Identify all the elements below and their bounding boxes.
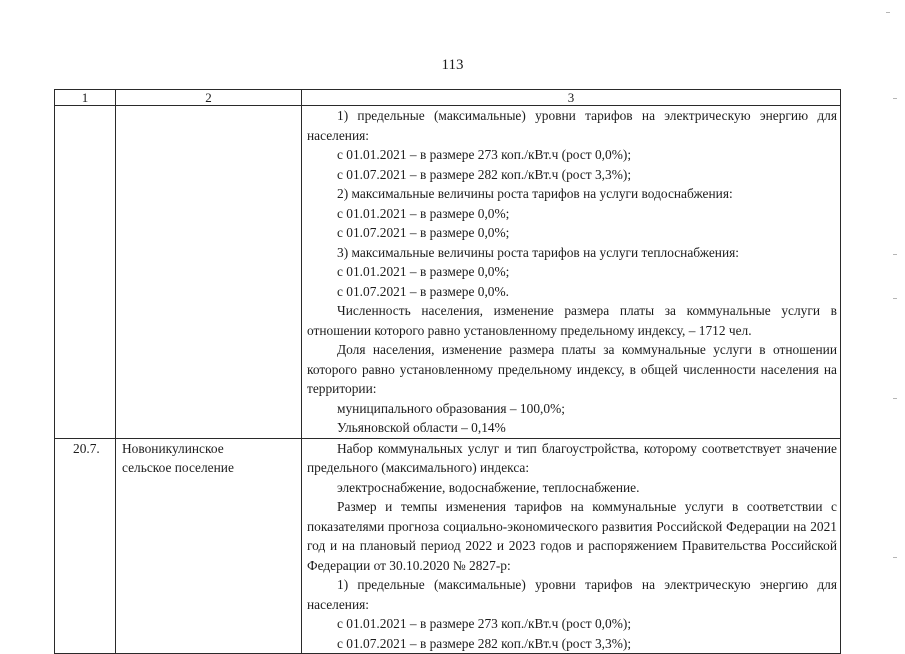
municipality-name-text: Новоникулинское сельское поселение xyxy=(122,440,234,475)
page-number: 113 xyxy=(441,57,464,73)
column-header: 3 xyxy=(302,90,841,106)
paragraph: Доля населения, изменение размера платы за коммунальные услуги в отношении которого равно установленному предельному индексу, в общей численности населения на территории: xyxy=(307,342,837,396)
scan-mark xyxy=(886,12,890,13)
paragraph: 1) предельные (максимальные) уровни тарифов на электрическую энергию для населения: xyxy=(307,108,837,143)
scan-mark xyxy=(893,298,897,299)
scan-mark xyxy=(893,98,897,99)
column-header: 2 xyxy=(116,90,302,106)
table-row xyxy=(55,106,841,439)
row-number: 20.7. xyxy=(55,438,116,654)
paragraph: муниципального образования – 100,0%; xyxy=(337,400,565,416)
tariff-description xyxy=(302,438,841,654)
paragraph: с 01.07.2021 – в размере 0,0%. xyxy=(337,283,509,299)
municipality-name xyxy=(116,106,302,439)
paragraph: 1) предельные (максимальные) уровни тарифов на электрическую энергию для населения: xyxy=(307,577,837,612)
paragraph: Ульяновской области – 0,14% xyxy=(337,420,506,435)
tariff-table xyxy=(54,89,841,654)
paragraph: с 01.01.2021 – в размере 0,0%; xyxy=(337,264,510,279)
scan-mark xyxy=(893,557,897,558)
paragraph: 2) максимальные величины роста тарифов на услуги водоснабжения: xyxy=(337,186,733,201)
paragraph: 3) максимальные величины роста тарифов на услуги теплоснабжения: xyxy=(337,244,739,260)
paragraph: с 01.07.2021 – в размере 282 коп./кВт.ч (рост 3,3%); xyxy=(337,166,632,182)
paragraph: Набор коммунальных услуг и тип благоустройства, которому соответствует значение предельного (максимального) индекса: xyxy=(307,440,837,475)
table-header-row xyxy=(55,90,841,106)
municipality-name xyxy=(116,438,302,654)
paragraph: с 01.01.2021 – в размере 0,0%; xyxy=(337,205,510,221)
paragraph: с 01.01.2021 – в размере 273 коп./кВт.ч (рост 0,0%); xyxy=(337,616,632,631)
tariff-description xyxy=(302,106,841,439)
scan-mark xyxy=(893,398,897,399)
scan-mark xyxy=(893,254,897,255)
table-row xyxy=(55,438,841,654)
paragraph: с 01.01.2021 – в размере 273 коп./кВт.ч (рост 0,0%); xyxy=(337,147,632,162)
paragraph: электроснабжение, водоснабжение, теплоснабжение. xyxy=(337,479,640,495)
paragraph: Численность населения, изменение размера платы за коммунальные услуги в отношении которого равно установленному предельному индексу, – 1712 чел. xyxy=(307,303,837,338)
row-number xyxy=(55,106,116,439)
paragraph: Размер и темпы изменения тарифов на коммунальные услуги в соответствии с показателями прогноза социально-экономического развития Российской Федерации на 2021 год и на плановый период 2022 и 2023 годов и распоряжением Правительства Российской Федерации от 30.10.2020 № 2827-р: xyxy=(307,499,837,573)
paragraph: с 01.07.2021 – в размере 282 коп./кВт.ч (рост 3,3%); xyxy=(337,635,632,651)
paragraph: с 01.07.2021 – в размере 0,0%; xyxy=(337,225,510,240)
column-header: 1 xyxy=(55,90,116,106)
